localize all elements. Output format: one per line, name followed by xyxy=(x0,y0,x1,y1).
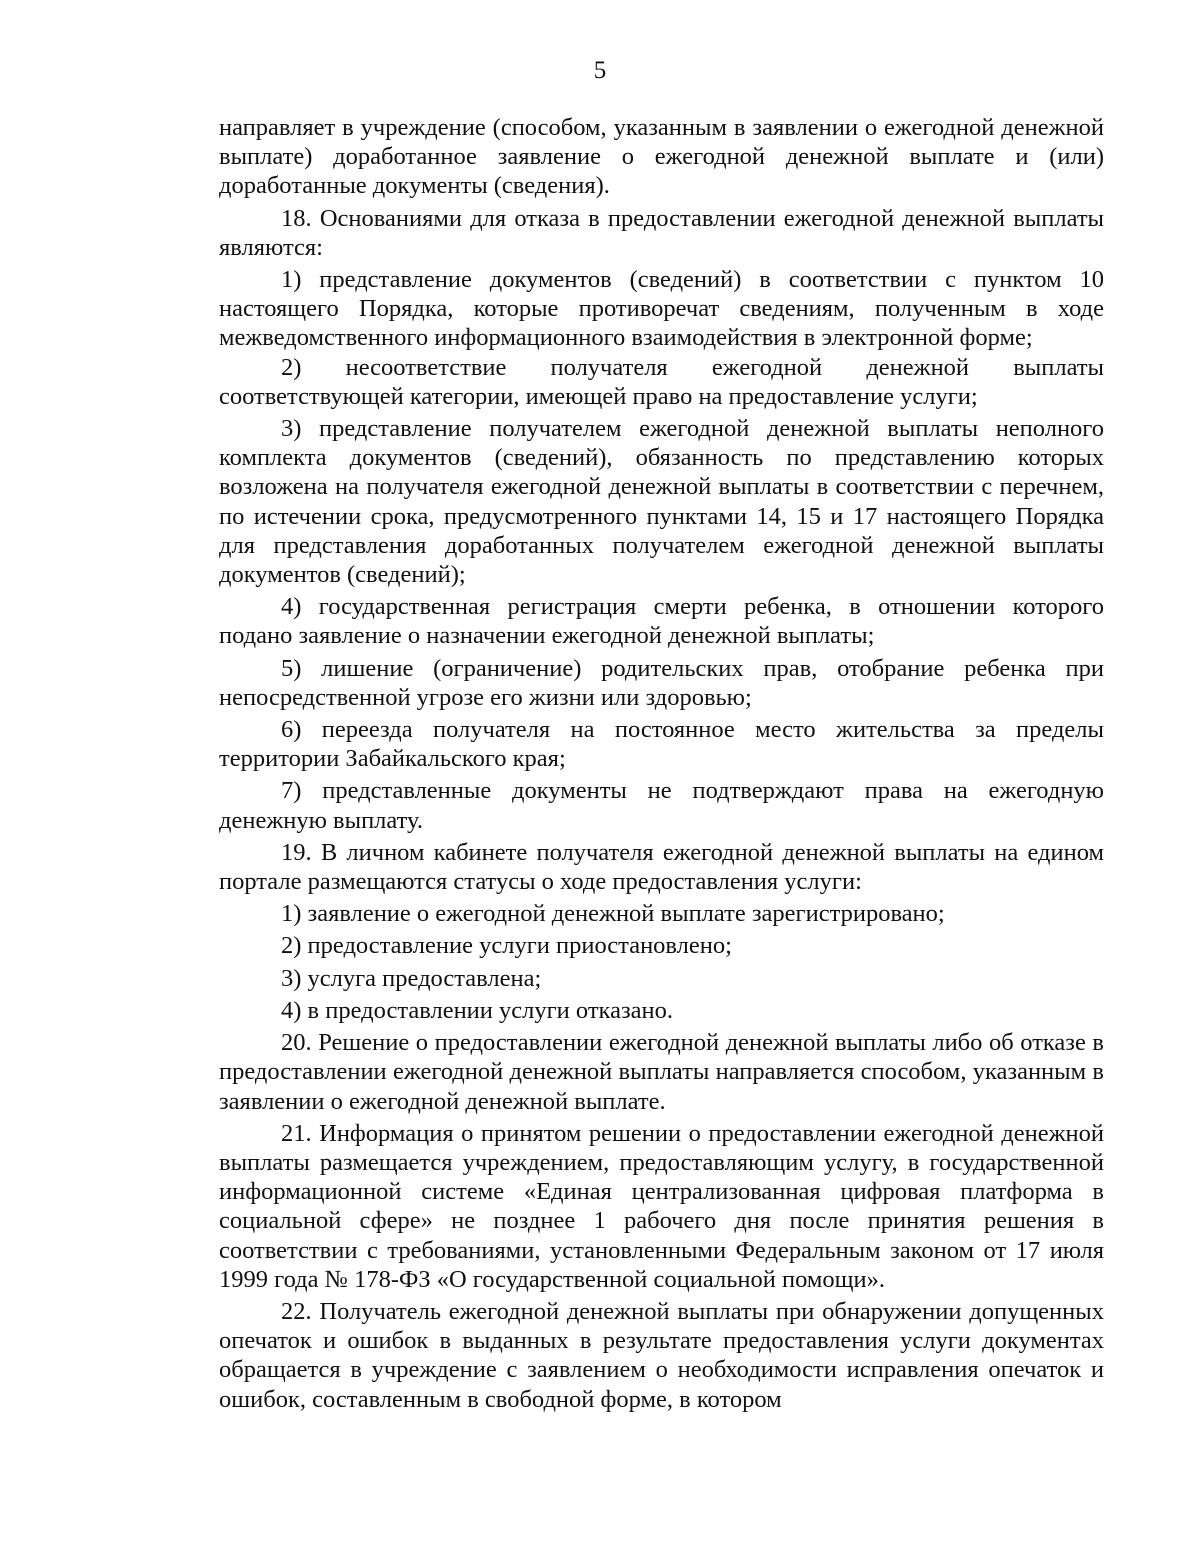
paragraph-19-status-1: 1) заявление о ежегодной денежной выплате зарегистрировано; xyxy=(281,900,945,928)
paragraph-18-item-3: 3) представление получателем ежегодной денежной выплаты неполного комплекта документов (сведений), обязанность по представлению которых возложена на получателя ежегодной денежной выплаты в соответствии с перечнем, по истечении срока, предусмотренного пунктами 14, 15 и 17 настоящего Порядка для представления доработанных получателем ежегодной денежной выплаты документов (сведений); xyxy=(219,415,1104,589)
paragraph-18-item-2: 2) несоответствие получателя ежегодной денежной выплаты соответствующей категории, имеющей право на предоставление услуги; xyxy=(219,353,1104,410)
paragraph-18-item-4: 4) государственная регистрация смерти ребенка, в отношении которого подано заявление о назначении ежегодной денежной выплаты; xyxy=(219,593,1104,650)
paragraph-18-item-5: 5) лишение (ограничение) родительских прав, отобрание ребенка при непосредственной угрозе его жизни или здоровью; xyxy=(219,654,1104,711)
paragraph-22: 22. Получатель ежегодной денежной выплаты при обнаружении допущенных опечаток и ошибок в выданных в результате предоставления услуги документах обращается в учреждение с заявлением о необходимости исправления опечаток и ошибок, составленным в свободной форме, в котором xyxy=(219,1297,1104,1413)
document-body xyxy=(219,113,1104,1414)
paragraph-18-item-1: 1) представление документов (сведений) в соответствии с пунктом 10 настоящего Порядка, которые противоречат сведениям, полученным в ходе межведомственного информационного взаимодействия в электронной форме; xyxy=(219,266,1104,352)
paragraph-19-status-3: 3) услуга предоставлена; xyxy=(281,964,542,992)
paragraph-continuation: направляет в учреждение (способом, указанным в заявлении о ежегодной денежной выплате) доработанное заявление о ежегодной денежной выплате и (или) доработанные документы (сведения). xyxy=(219,114,1104,200)
paragraph-19: 19. В личном кабинете получателя ежегодной денежной выплаты на едином портале размещаются статусы о ходе предоставления услуги: xyxy=(219,838,1104,896)
paragraph-19-status-4: 4) в предоставлении услуги отказано. xyxy=(281,996,673,1024)
paragraph-19-status-2: 2) предоставление услуги приостановлено; xyxy=(281,932,732,960)
page-number: 5 xyxy=(593,57,607,84)
paragraph-18: 18. Основаниями для отказа в предоставлении ежегодной денежной выплаты являются: xyxy=(219,204,1104,261)
paragraph-21: 21. Информация о принятом решении о предоставлении ежегодной денежной выплаты размещается учреждением, предоставляющим услугу, в государственной информационной системе «Единая централизованная цифровая платформа в социальной сфере» не позднее 1 рабочего дня после принятия решения в соответствии с требованиями, установленными Федеральным законом от 17 июля 1999 года № 178-ФЗ «О государственной социальной помощи». xyxy=(219,1119,1104,1293)
paragraph-20: 20. Решение о предоставлении ежегодной денежной выплаты либо об отказе в предоставлении ежегодной денежной выплаты направляется способом, указанным в заявлении о ежегодной денежной выплате. xyxy=(219,1029,1104,1115)
paragraph-18-item-6: 6) переезда получателя на постоянное место жительства за пределы территории Забайкальского края; xyxy=(219,716,1104,773)
paragraph-18-item-7: 7) представленные документы не подтверждают права на ежегодную денежную выплату. xyxy=(219,777,1104,834)
